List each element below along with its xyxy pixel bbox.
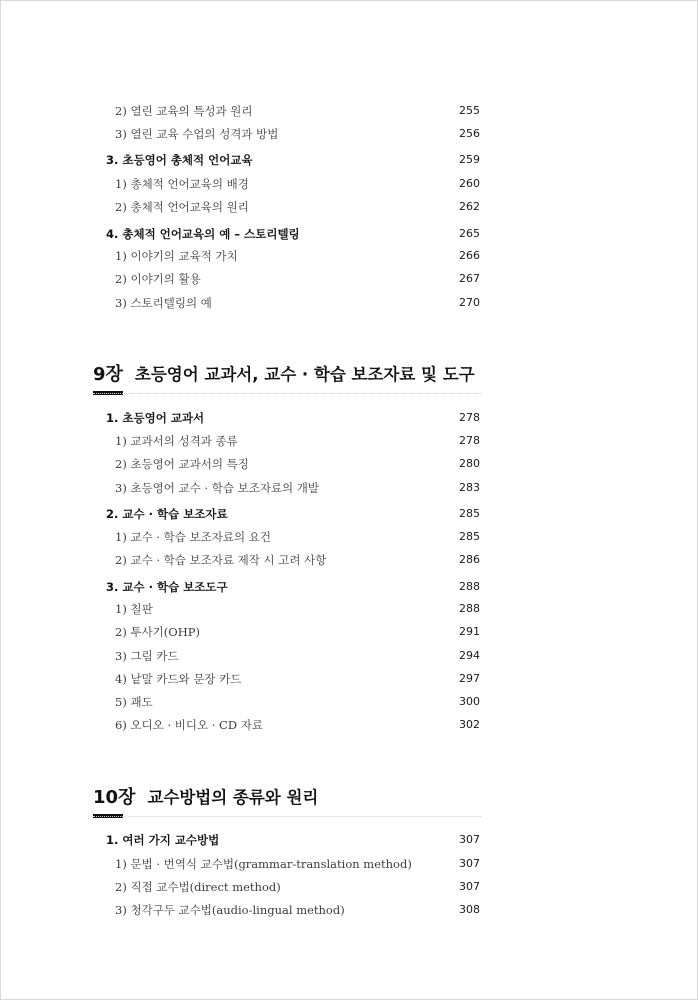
chapter-number: 9장 xyxy=(93,364,123,385)
toc-section-page: 265 xyxy=(459,227,480,240)
toc-entry[interactable] xyxy=(0,622,698,642)
chapter-rule xyxy=(93,816,481,817)
toc-section-label: 2. 교수 · 학습 보조자료 xyxy=(106,507,228,521)
toc-entry[interactable] xyxy=(0,715,698,735)
toc-entry-label: 1) 총체적 언어교육의 배경 xyxy=(115,177,249,191)
toc-entry-page: 283 xyxy=(459,481,480,494)
toc-entry[interactable] xyxy=(0,246,698,266)
chapter-title: 교수방법의 종류와 원리 xyxy=(147,788,319,807)
toc-entry[interactable] xyxy=(0,669,698,689)
toc-entry[interactable] xyxy=(0,124,698,144)
toc-entry-label: 1) 문법 · 번역식 교수법(grammar-translation method) xyxy=(115,857,412,871)
toc-entry-label: 2) 이야기의 활용 xyxy=(115,272,201,286)
toc-entry-page: 267 xyxy=(459,272,480,285)
toc-entry-page: 278 xyxy=(459,434,480,447)
toc-entry-page: 307 xyxy=(459,857,480,870)
toc-section-page: 307 xyxy=(459,833,480,846)
toc-entry-page: 262 xyxy=(459,200,480,213)
chapter-rule xyxy=(93,393,481,394)
toc-entry[interactable] xyxy=(0,550,698,570)
toc-entry[interactable] xyxy=(0,431,698,451)
toc-entry-page: 307 xyxy=(459,880,480,893)
toc-section-label: 3. 초등영어 총체적 언어교육 xyxy=(106,153,253,167)
chapter-title: 초등영어 교과서, 교수 · 학습 보조자료 및 도구 xyxy=(134,365,475,384)
toc-entry-page: 285 xyxy=(459,530,480,543)
toc-entry[interactable] xyxy=(0,854,698,874)
toc-entry-page: 270 xyxy=(459,296,480,309)
toc-entry[interactable] xyxy=(0,527,698,547)
toc-entry-page: 256 xyxy=(459,127,480,140)
toc-entry-label: 3) 스토리텔링의 예 xyxy=(115,296,212,310)
toc-entry-page: 288 xyxy=(459,602,480,615)
toc-entry-label: 3) 초등영어 교수 · 학습 보조자료의 개발 xyxy=(115,481,320,495)
toc-entry-page: 286 xyxy=(459,553,480,566)
toc-section-page: 278 xyxy=(459,411,480,424)
toc-entry[interactable] xyxy=(0,269,698,289)
toc-entry[interactable] xyxy=(0,197,698,217)
toc-entry-label: 6) 오디오 · 비디오 · CD 자료 xyxy=(115,718,263,732)
toc-section[interactable] xyxy=(0,150,698,170)
toc-entry-label: 1) 교과서의 성격과 종류 xyxy=(115,434,238,448)
toc-entry[interactable] xyxy=(0,692,698,712)
toc-entry[interactable] xyxy=(0,101,698,121)
toc-entry-label: 2) 직접 교수법(direct method) xyxy=(115,880,281,894)
toc-section-label: 4. 총체적 언어교육의 예 – 스토리텔링 xyxy=(106,227,300,241)
toc-entry-page: 308 xyxy=(459,903,480,916)
toc-section-label: 1. 여러 가지 교수방법 xyxy=(106,833,220,847)
toc-entry-label: 1) 칠판 xyxy=(115,602,153,616)
toc-section-label: 1. 초등영어 교과서 xyxy=(106,411,205,425)
chapter-heading[interactable] xyxy=(93,783,318,809)
toc-entry-page: 300 xyxy=(459,695,480,708)
toc-section-page: 288 xyxy=(459,580,480,593)
toc-entry-label: 5) 괘도 xyxy=(115,695,153,709)
toc-section[interactable] xyxy=(0,577,698,597)
chapter-number: 10장 xyxy=(93,787,136,808)
toc-section-label: 3. 교수 · 학습 보조도구 xyxy=(106,580,228,594)
toc-section[interactable] xyxy=(0,504,698,524)
toc-entry-label: 4) 낱말 카드와 문장 카드 xyxy=(115,672,242,686)
toc-entry[interactable] xyxy=(0,454,698,474)
toc-section-page: 285 xyxy=(459,507,480,520)
toc-entry[interactable] xyxy=(0,900,698,920)
toc-entry[interactable] xyxy=(0,877,698,897)
toc-entry-page: 260 xyxy=(459,177,480,190)
toc-section[interactable] xyxy=(0,408,698,428)
toc-entry[interactable] xyxy=(0,599,698,619)
toc-entry-label: 2) 투사기(OHP) xyxy=(115,625,200,639)
toc-entry-page: 297 xyxy=(459,672,480,685)
toc-entry-label: 3) 그림 카드 xyxy=(115,649,179,663)
toc-entry[interactable] xyxy=(0,478,698,498)
toc-entry-label: 2) 초등영어 교과서의 특징 xyxy=(115,457,249,471)
toc-section[interactable] xyxy=(0,224,698,244)
toc-entry[interactable] xyxy=(0,646,698,666)
toc-entry-page: 266 xyxy=(459,249,480,262)
toc-entry-label: 2) 총체적 언어교육의 원리 xyxy=(115,200,249,214)
toc-section-page: 259 xyxy=(459,153,480,166)
toc-entry-page: 280 xyxy=(459,457,480,470)
toc-entry-label: 1) 이야기의 교육적 가치 xyxy=(115,249,238,263)
toc-section[interactable] xyxy=(0,830,698,850)
toc-entry-label: 3) 청각구두 교수법(audio-lingual method) xyxy=(115,903,345,917)
toc-entry-page: 294 xyxy=(459,649,480,662)
toc-entry-label: 2) 교수 · 학습 보조자료 제작 시 고려 사항 xyxy=(115,553,327,567)
toc-entry-label: 3) 열린 교육 수업의 성격과 방법 xyxy=(115,127,279,141)
toc-entry-label: 1) 교수 · 학습 보조자료의 요건 xyxy=(115,530,271,544)
toc-entry-page: 291 xyxy=(459,625,480,638)
toc-entry-page: 255 xyxy=(459,104,480,117)
chapter-heading[interactable] xyxy=(93,360,475,386)
toc-entry-page: 302 xyxy=(459,718,480,731)
toc-entry[interactable] xyxy=(0,174,698,194)
toc-entry-label: 2) 열린 교육의 특성과 원리 xyxy=(115,104,253,118)
toc-entry[interactable] xyxy=(0,293,698,313)
